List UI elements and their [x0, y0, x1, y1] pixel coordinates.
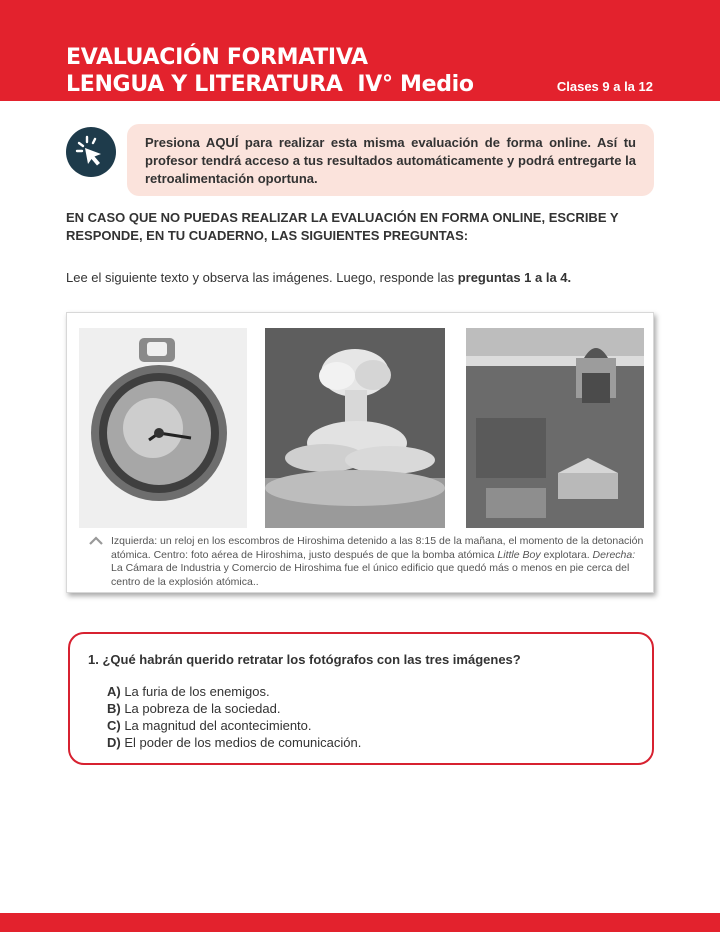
instructions-text: EN CASO QUE NO PUEDAS REALIZAR LA EVALUACIÓN EN FORMA ONLINE, ESCRIBE Y RESPONDE, EN TU CUADERNO, LAS SIGUIENTES PREGUNTAS: — [66, 210, 619, 243]
option-d-letter: D) — [107, 735, 121, 750]
option-b[interactable] — [107, 700, 652, 717]
footer-bar — [0, 913, 720, 932]
caption-italic-2: Derecha: — [592, 548, 636, 561]
title-subject: LENGUA Y LITERATURA IV° Medio — [66, 72, 474, 97]
option-b-text: La pobreza de la sociedad. — [120, 701, 281, 716]
lead-text-normal: Lee el siguiente texto y observa las imágenes. Luego, responde las — [66, 270, 458, 285]
option-c-letter: C) — [107, 718, 121, 733]
option-c-text: La magnitud del acontecimiento. — [120, 718, 312, 733]
clock-photo — [79, 328, 247, 528]
caption-text-3: La Cámara de Industria y Comercio de Hiroshima fue el único edificio que quedó más o menos en pie cerca del centro de la explosión atómica.. — [111, 562, 630, 588]
hiroshima-ruins-photo — [466, 328, 644, 528]
online-notice-text[interactable]: Presiona AQUÍ para realizar esta misma evaluación de forma online. Así tu profesor tendrá acceso a tus resultados automáticamente y podrá entregarte la retroalimentación oportuna. — [145, 135, 636, 186]
header-bar — [0, 0, 720, 101]
click-cursor-icon[interactable] — [66, 127, 116, 177]
option-a-text: La furia de los enemigos. — [120, 684, 270, 699]
option-c[interactable] — [107, 717, 652, 734]
image-figure — [66, 312, 654, 593]
lead-text-bold: preguntas 1 a la 4. — [457, 270, 572, 285]
classes-label: Clases 9 a la 12 — [556, 79, 653, 94]
question-1-text: 1. ¿Qué habrán querido retratar los fotógrafos con las tres imágenes? — [88, 652, 521, 667]
option-d-text: El poder de los medios de comunicación. — [120, 735, 362, 750]
caption-text-2: explotara. — [540, 548, 593, 561]
title-evaluacion: EVALUACIÓN FORMATIVA — [66, 45, 368, 70]
online-notice-box[interactable] — [127, 124, 654, 196]
figure-caption — [111, 535, 646, 589]
lead-text — [66, 270, 571, 285]
caption-italic-1: Little Boy — [497, 548, 541, 561]
option-b-letter: B) — [107, 701, 121, 716]
chevron-up-icon — [88, 535, 104, 545]
option-a-letter: A) — [107, 684, 121, 699]
mushroom-cloud-photo — [265, 328, 445, 528]
answer-options — [107, 683, 652, 751]
question-1-box — [68, 632, 654, 765]
option-a[interactable] — [107, 683, 652, 700]
caption-text-1: Izquierda: un reloj en los escombros de Hiroshima detenido a las 8:15 de la mañana, el momento de la detonación atómica. Centro: foto aérea de Hiroshima, justo después de que la bomba atómica — [111, 535, 644, 561]
option-d[interactable] — [107, 734, 652, 751]
